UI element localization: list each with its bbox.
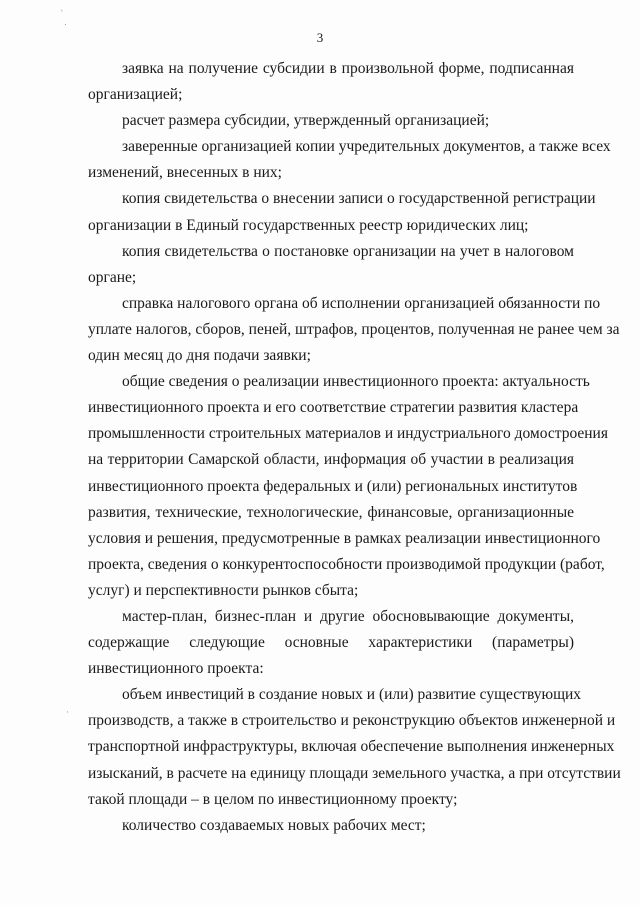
text-line: органе; xyxy=(88,268,137,286)
paragraph xyxy=(90,56,574,108)
text-line: расчет размера субсидии, утвержденный организацией; xyxy=(122,112,490,130)
paragraph xyxy=(88,134,611,186)
paragraph xyxy=(90,239,574,291)
text-line: организацией; xyxy=(88,86,183,104)
paragraph xyxy=(90,813,574,839)
paragraph xyxy=(88,682,621,812)
text-line: заявка на получение субсидии в произвольной форме, подписанная xyxy=(122,60,574,77)
text-line: транспортной инфраструктуры, включая обеспечение выполнения инженерных xyxy=(88,738,615,756)
paragraph xyxy=(88,369,608,604)
text-line: справка налогового органа об исполнении организацией обязанности по xyxy=(122,294,601,312)
text-line: изменений, внесенных в них; xyxy=(88,164,282,182)
text-line: содержащие следующие основные характеристики (параметры) xyxy=(88,634,574,652)
scan-speck: ` xyxy=(60,10,65,20)
text-line: заверенные организацией копии учредительных документов, а также всех xyxy=(122,138,611,156)
text-line: организации в Единый государственных реестр юридических лиц; xyxy=(88,216,529,234)
text-line: количество создаваемых новых рабочих мест; xyxy=(122,816,426,834)
page-number: 3 xyxy=(316,30,324,45)
text-line: условия и решения, предусмотренные в рамках реализации инвестиционного xyxy=(88,529,601,547)
text-line: развития, технические, технологические, финансовые, организационные xyxy=(88,503,574,521)
text-line: мастер-план, бизнес-план и другие обосновывающие документы, xyxy=(122,607,574,625)
text-line: изысканий, в расчете на единицу площади земельного участка, а при отсутствии xyxy=(88,764,621,782)
paragraph xyxy=(88,186,596,238)
text-line: общие сведения о реализации инвестиционного проекта: актуальность xyxy=(122,373,590,391)
text-line: промышленности строительных материалов и индустриального домостроения xyxy=(88,425,608,443)
document-body xyxy=(88,56,621,839)
scan-speck: . xyxy=(64,18,67,28)
text-line: на территории Самарской области, информация об участии в реализация xyxy=(88,451,574,469)
paragraph xyxy=(90,604,574,682)
text-line: производств, а также в строительство и реконструкцию объектов инженерной и xyxy=(88,712,616,730)
text-line: услуг) и перспективности рынков сбыта; xyxy=(88,581,359,599)
text-line: уплате налогов, сборов, пеней, штрафов, процентов, полученная не ранее чем за xyxy=(88,320,620,338)
paragraph xyxy=(90,108,574,134)
scan-speck: · xyxy=(66,708,69,718)
text-line: копия свидетельства о постановке организации на учет в налоговом xyxy=(122,242,574,260)
text-line: инвестиционного проекта федеральных и (или) региональных институтов xyxy=(88,477,578,495)
text-line: копия свидетельства о внесении записи о государственной регистрации xyxy=(122,190,596,208)
text-line: объем инвестиций в создание новых и (или) развитие существующих xyxy=(122,686,582,704)
paragraph xyxy=(88,291,620,369)
text-line: инвестиционного проекта и его соответствие стратегии развития кластера xyxy=(88,399,579,417)
text-line: инвестиционного проекта: xyxy=(88,660,264,678)
text-line: один месяц до дня подачи заявки; xyxy=(88,347,311,365)
text-line: проекта, сведения о конкурентоспособности производимой продукции (работ, xyxy=(88,555,605,573)
text-line: такой площади – в целом по инвестиционному проекту; xyxy=(88,790,458,808)
